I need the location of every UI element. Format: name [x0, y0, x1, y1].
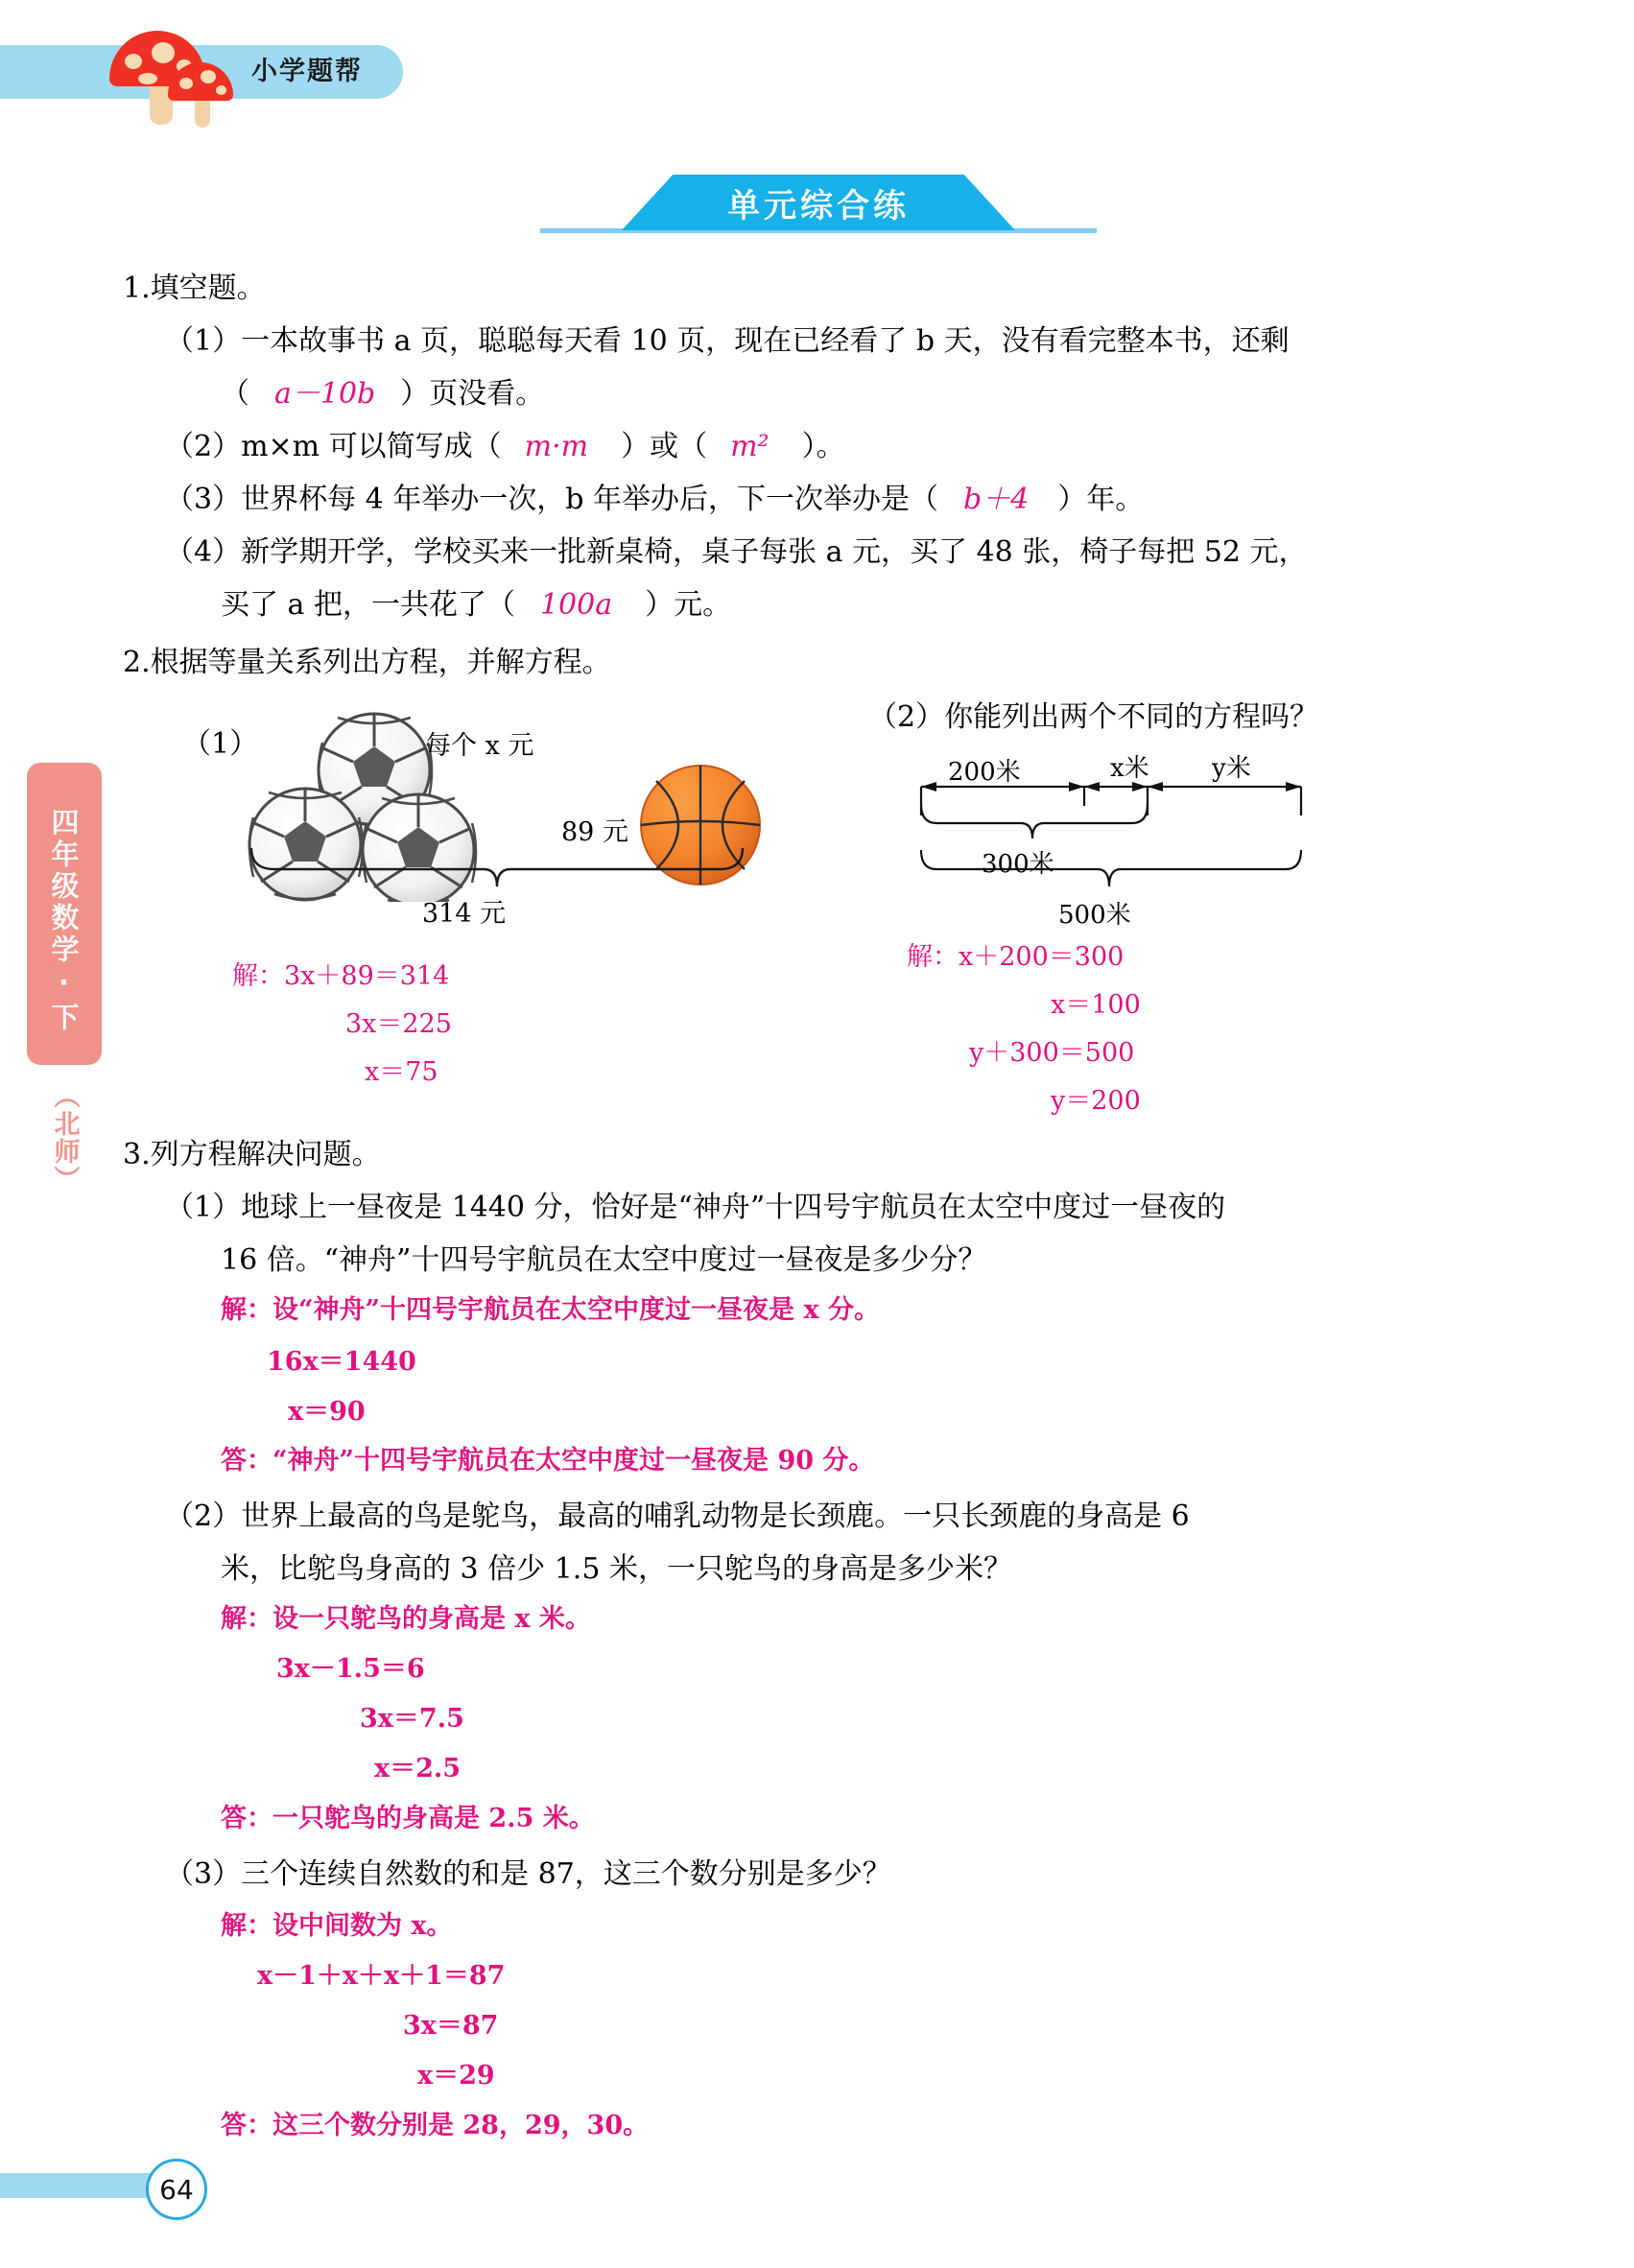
q1-item4-label: （4）	[165, 535, 242, 569]
q2-sub2-solution-3: y＝200	[1051, 1086, 1141, 1116]
q3-number-title	[123, 1130, 381, 1172]
q3-item3-answer: 答：这三个数分别是 28，29，30。	[221, 2111, 650, 2140]
q1-item2-line	[165, 422, 845, 464]
q2-sub1-total-label: 314 元	[422, 899, 507, 929]
q3-item1-solution-1: 16x＝1440	[267, 1347, 416, 1377]
q2-sub2-seg1-label: 200米	[948, 758, 1021, 787]
q1-item4-line1-text: 新学期开学，学校买来一批新桌椅，桌子每张 a 元，买了 48 张，椅子每把 52 元，	[241, 535, 1308, 569]
brand-logo-text: 小学题帮	[251, 57, 363, 86]
q1-item1-label: （1）	[165, 324, 242, 358]
q2-sub2-brace1-label: 300米	[982, 850, 1054, 879]
q2-sub2-brace2-label: 500米	[1058, 901, 1131, 930]
q3-item1-solution-0: 解：设“神舟”十四号宇航员在太空中度过一昼夜是 x 分。	[221, 1295, 880, 1325]
q3-number: 3.	[123, 1138, 151, 1171]
q1-item1-paren-open: （	[221, 377, 249, 411]
q3-item1-label: （1）	[165, 1191, 242, 1224]
q2-sub2-seg3-label: y米	[1212, 754, 1251, 783]
q3-item3-solution-0: 解：设中间数为 x。	[221, 1911, 453, 1941]
q1-item2-answer-b: m²	[730, 430, 770, 463]
q1-number-title	[123, 264, 266, 306]
q1-item1-paren-close: ）页没看。	[400, 377, 545, 411]
q2-sub1-solution-2: x＝75	[365, 1057, 438, 1087]
q1-item3-text-a: 世界杯每 4 年举办一次，b 年举办后，下一次举办是（	[241, 483, 938, 516]
q2-sub1-label: （1）	[182, 727, 259, 761]
q1-item4-prefix: 买了 a 把，一共花了（	[221, 588, 515, 622]
q3-item2-line1	[165, 1492, 1190, 1534]
q1-item4-suffix: ）元。	[645, 588, 732, 622]
q1-item3-label: （3）	[165, 483, 242, 516]
q3-item1-line1-text: 地球上一昼夜是 1440 分，恰好是“神舟”十四号宇航员在太空中度过一昼夜的	[241, 1191, 1226, 1224]
q1-item1-line1-text: 一本故事书 a 页，聪聪每天看 10 页，现在已经看了 b 天，没有看完整本书，还剩	[241, 324, 1290, 358]
q1-item3-line	[165, 475, 1144, 517]
q2-sub2-seg2-label: x米	[1110, 754, 1149, 783]
q1-item2-text-a: m×m 可以简写成（	[241, 430, 502, 463]
q1-item3-text-b: ）年。	[1057, 483, 1145, 516]
q2-sub2-solution-2: y＋300＝500	[969, 1038, 1135, 1068]
q3-item2-answer: 答：一只鸵鸟的身高是 2.5 米。	[221, 1804, 595, 1833]
q1-item3-answer: b＋4	[963, 483, 1030, 516]
q2-title: 根据等量关系列出方程，并解方程。	[150, 646, 611, 679]
q3-item3-solution-2: 3x＝87	[403, 2011, 499, 2041]
q1-item2-text-b: ）或（	[621, 430, 708, 463]
q2-sub1-solution-0: 解：3x＋89＝314	[232, 961, 450, 991]
q3-title: 列方程解决问题。	[150, 1138, 381, 1171]
q3-item2-solution-1: 3x－1.5＝6	[276, 1654, 425, 1684]
q1-item4-line2	[221, 580, 731, 623]
q3-item3-label: （3）	[165, 1857, 242, 1891]
q2-sub1-solution-1: 3x＝225	[345, 1009, 452, 1039]
q1-item4-line1	[165, 528, 1308, 570]
banner-title: 单元综合练	[727, 186, 910, 225]
q1-number: 1.	[123, 272, 151, 305]
q3-item2-solution-3: x＝2.5	[374, 1754, 462, 1784]
q1-item2-label: （2）	[165, 430, 242, 463]
side-tab-label: 四年级数学·下	[47, 808, 81, 1034]
q3-item1-line2: 16 倍。“神舟”十四号宇航员在太空中度过一昼夜是多少分？	[221, 1243, 987, 1277]
q1-item1-line1	[165, 317, 1290, 359]
q1-item2-text-c: ）。	[801, 430, 845, 463]
q2-sub2-solution-0: 解：x＋200＝300	[907, 942, 1125, 972]
q3-item2-solution-0: 解：设一只鸵鸟的身高是 x 米。	[221, 1604, 591, 1634]
page-number: 64	[146, 2159, 207, 2220]
q2-sub2-solution-1: x＝100	[1051, 990, 1141, 1020]
q3-item2-line1-text: 世界上最高的鸟是鸵鸟，最高的哺乳动物是长颈鹿。一只长颈鹿的身高是 6	[241, 1500, 1190, 1533]
q2-number-title	[123, 638, 611, 680]
q3-item2-label: （2）	[165, 1500, 242, 1533]
q2-number: 2.	[123, 646, 151, 679]
q3-item2-solution-2: 3x＝7.5	[360, 1704, 464, 1734]
q3-item3-solution-1: x－1＋x＋x＋1＝87	[257, 1961, 506, 1991]
q3-item2-line2: 米，比鸵鸟身高的 3 倍少 1.5 米，一只鸵鸟的身高是多少米？	[221, 1552, 1012, 1586]
q1-item1-answer: a－10b	[274, 377, 376, 411]
q1-item4-answer: 100a	[539, 588, 613, 622]
q3-item3-solution-3: x＝29	[417, 2061, 495, 2091]
q3-item1-answer: 答：“神舟”十四号宇航员在太空中度过一昼夜是 90 分。	[221, 1446, 875, 1476]
q1-title: 填空题。	[150, 272, 266, 305]
q2-sub2-label: （2）你能列出两个不同的方程吗？	[868, 700, 1319, 734]
side-tab-sublabel: （北师）	[49, 1082, 80, 1193]
q1-item1-line2	[221, 369, 544, 412]
q3-item3-line1-text: 三个连续自然数的和是 87，这三个数分别是多少？	[241, 1857, 891, 1891]
q2-sub1-per-ball-label: 每个 x 元	[425, 731, 534, 761]
q3-item1-solution-2: x＝90	[288, 1397, 366, 1427]
q2-sub1-basketball-price: 89 元	[561, 817, 628, 847]
q2-sub1-total-brace	[248, 844, 746, 894]
q1-item2-answer-a: m·m	[524, 430, 589, 463]
q3-item1-line1	[165, 1183, 1225, 1225]
q3-item3-line1	[165, 1850, 891, 1892]
